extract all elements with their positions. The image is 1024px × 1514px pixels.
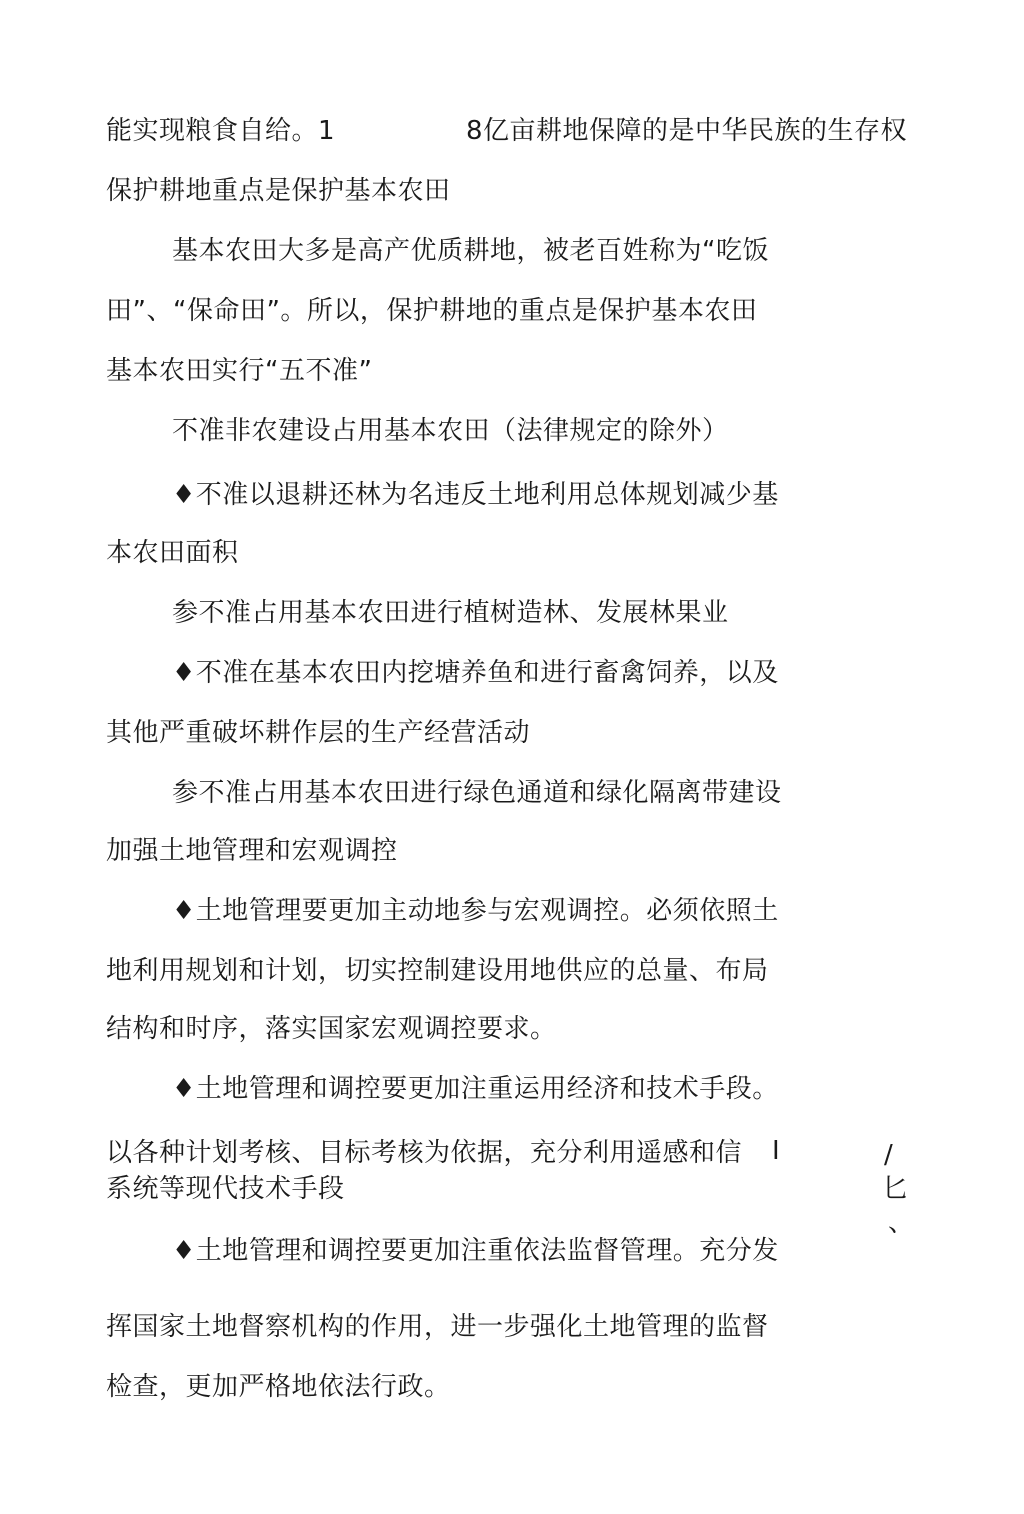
text-line-22: 检查，更加严格地依法行政。 xyxy=(106,1372,451,1402)
text-line-17: ♦土地管理和调控要更加注重运用经济和技术手段。 xyxy=(172,1074,779,1104)
text-line-6: 不准非农建设占用基本农田（法律规定的除外） xyxy=(172,416,729,446)
text-line-18: 以各种计划考核、目标考核为依据，充分利用遥感和信 xyxy=(106,1138,743,1168)
side-mark-slash: / xyxy=(884,1140,893,1170)
text-line-19: 系统等现代技术手段 xyxy=(106,1174,345,1204)
text-line-4: 田”、“保命田”。所以，保护耕地的重点是保护基本农田 xyxy=(106,296,758,326)
line-18-mark: I xyxy=(772,1136,780,1166)
heading-protect-farmland: 保护耕地重点是保护基本农田 xyxy=(106,176,451,206)
text-line-10: ♦不准在基本农田内挖塘养鱼和进行畜禽饲养，以及 xyxy=(172,658,779,688)
side-mark-comma: 、 xyxy=(888,1208,915,1238)
text-line-11: 其他严重破坏耕作层的生产经营活动 xyxy=(106,718,531,748)
text-line-1a: 能实现粮食自给。1 xyxy=(106,116,336,146)
text-line-8: 本农田面积 xyxy=(106,538,239,568)
text-line-9: 参不准占用基本农田进行植树造林、发展林果业 xyxy=(172,598,729,628)
heading-five-prohibitions: 基本农田实行“五不准” xyxy=(106,356,373,386)
text-line-12: 参不准占用基本农田进行绿色通道和绿化隔离带建设 xyxy=(172,778,782,808)
text-line-7: ♦不准以退耕还林为名违反土地利用总体规划减少基 xyxy=(172,480,779,510)
text-line-16: 结构和时序，落实国家宏观调控要求。 xyxy=(106,1014,557,1044)
text-line-20: ♦土地管理和调控要更加注重依法监督管理。充分发 xyxy=(172,1236,779,1266)
text-line-1b: 8亿亩耕地保障的是中华民族的生存权 xyxy=(466,116,908,146)
text-line-3: 基本农田大多是高产优质耕地，被老百姓称为“吃饭 xyxy=(172,236,769,266)
text-line-15: 地利用规划和计划，切实控制建设用地供应的总量、布局 xyxy=(106,956,769,986)
text-line-14: ♦土地管理要更加主动地参与宏观调控。必须依照土 xyxy=(172,896,779,926)
side-mark-char: 匕 xyxy=(882,1174,909,1204)
text-line-21: 挥国家土地督察机构的作用，进一步强化土地管理的监督 xyxy=(106,1312,769,1342)
heading-land-management: 加强土地管理和宏观调控 xyxy=(106,836,398,866)
